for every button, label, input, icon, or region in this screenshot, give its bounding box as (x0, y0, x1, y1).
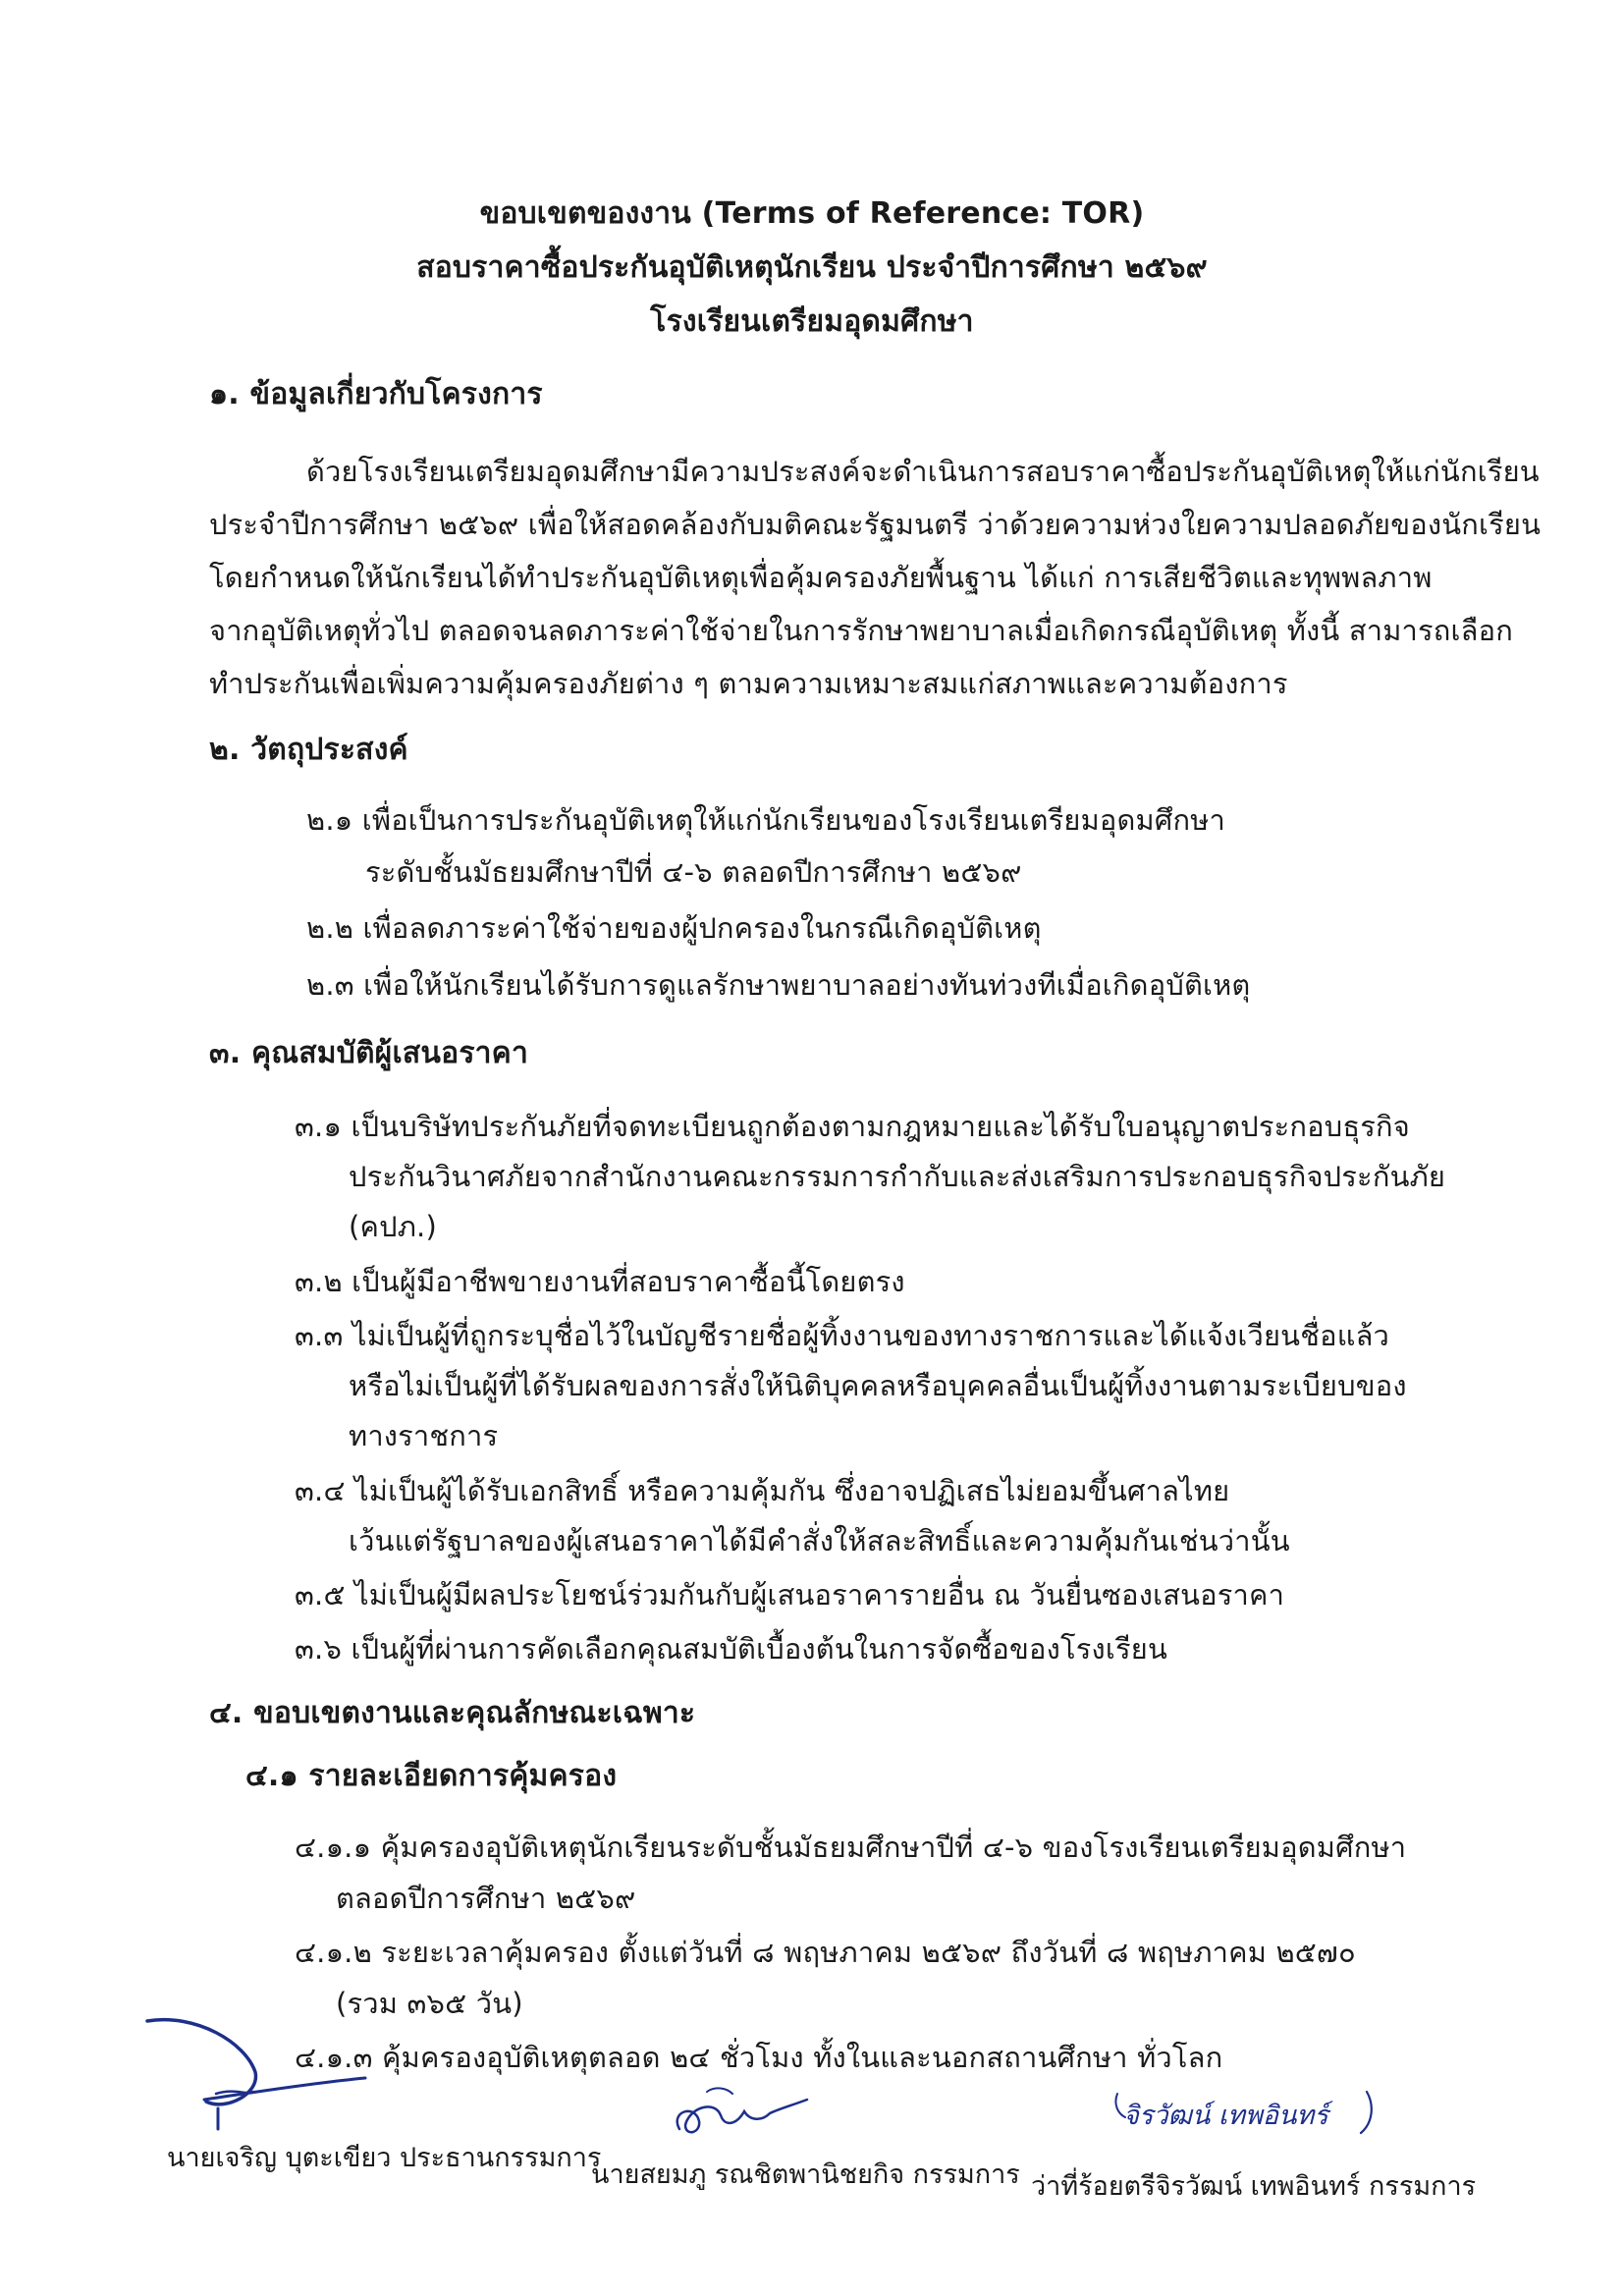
signature-3-handwriting: จิรวัฒน์ เทพอินทร์ (1123, 2101, 1328, 2131)
section-3-line: (คปภ.) (349, 1210, 437, 1243)
section-3-line: ๓.๖ เป็นผู้ที่ผ่านการคัดเลือกคุณสมบัติเบื้องต้นในการจัดซื้อของโรงเรียน (295, 1632, 1167, 1666)
section-1-line: จากอุบัติเหตุทั่วไป ตลอดจนลดภาระค่าใช้จ่ายในการรักษาพยาบาลเมื่อเกิดกรณีอุบัติเหตุ ทั้งนี้ สามารถเลือก (209, 614, 1514, 647)
signature-3-name: ว่าที่ร้อยตรีจิรวัฒน์ เทพอินทร์ กรรมการ (1031, 2171, 1477, 2202)
section-2-item: ระดับชั้นมัธยมศึกษาปีที่ ๔-๖ ตลอดปีการศึกษา ๒๕๖๙ (365, 855, 1022, 889)
section-4-line: ๔.๑.๒ ระยะเวลาคุ้มครอง ตั้งแต่วันที่ ๘ พฤษภาคม ๒๕๖๙ ถึงวันที่ ๘ พฤษภาคม ๒๕๗๐ (295, 1936, 1356, 1969)
section-2-item: ๒.๓ เพื่อให้นักเรียนได้รับการดูแลรักษาพยาบาลอย่างทันท่วงทีเมื่อเกิดอุบัติเหตุ (306, 968, 1251, 1002)
document-title: ขอบเขตของงาน (Terms of Reference: TOR) (479, 196, 1145, 231)
section-1-line: ประจำปีการศึกษา ๒๕๖๙ เพื่อให้สอดคล้องกับมติคณะรัฐมนตรี ว่าด้วยความห่วงใยความปลอดภัยของนักเรียน (209, 508, 1542, 541)
section-4-1-heading: ๔.๑ รายละเอียดการคุ้มครอง (245, 1759, 618, 1793)
signature-1-name: นายเจริญ บุตะเขียว ประธานกรรมการ (167, 2143, 602, 2173)
section-1-heading: ๑. ข้อมูลเกี่ยวกับโครงการ (209, 377, 543, 411)
section-3-line: หรือไม่เป็นผู้ที่ได้รับผลของการสั่งให้นิติบุคคลหรือบุคคลอื่นเป็นผู้ทิ้งงานตามระเบียบของ (349, 1369, 1407, 1402)
signature-2-name: นายสยมภู รณชิตพานิชยกิจ กรรมการ (591, 2159, 1020, 2190)
section-3-line: ทางราชการ (349, 1419, 499, 1452)
section-1-line: ทำประกันเพื่อเพิ่มความคุ้มครองภัยต่าง ๆ ตามความเหมาะสมแก่สภาพและความต้องการ (209, 667, 1288, 700)
section-4-line: (รวม ๓๖๕ วัน) (336, 1987, 523, 2020)
section-3-line: ๓.๓ ไม่เป็นผู้ที่ถูกระบุชื่อไว้ในบัญชีรายชื่อผู้ทิ้งงานของทางราชการและได้แจ้งเวียนชื่อแล้ว (295, 1319, 1390, 1352)
section-2-item: ๒.๑ เพื่อเป็นการประกันอุบัติเหตุให้แก่นักเรียนของโรงเรียนเตรียมอุดมศึกษา (306, 803, 1226, 837)
section-4-line: ๔.๑.๓ คุ้มครองอุบัติเหตุตลอด ๒๔ ชั่วโมง ทั้งในและนอกสถานศึกษา ทั่วโลก (295, 2041, 1223, 2074)
section-1-line: ด้วยโรงเรียนเตรียมอุดมศึกษามีความประสงค์จะดำเนินการสอบราคาซื้อประกันอุบัติเหตุให้แก่นักเรียน (306, 455, 1540, 488)
section-2-item: ๒.๒ เพื่อลดภาระค่าใช้จ่ายของผู้ปกครองในกรณีเกิดอุบัติเหตุ (306, 911, 1042, 945)
section-3-line: ประกันวินาศภัยจากสำนักงานคณะกรรมการกำกับและส่งเสริมการประกอบธุรกิจประกันภัย (349, 1160, 1446, 1193)
school-name: โรงเรียนเตรียมอุดมศึกษา (650, 304, 974, 339)
section-2-heading: ๒. วัตถุประสงค์ (209, 733, 408, 767)
document-subtitle: สอบราคาซื้อประกันอุบัติเหตุนักเรียน ประจำปีการศึกษา ๒๕๖๙ (416, 250, 1208, 285)
section-3-line: ๓.๔ ไม่เป็นผู้ได้รับเอกสิทธิ์ หรือความคุ้มกัน ซึ่งอาจปฏิเสธไม่ยอมขึ้นศาลไทย (295, 1474, 1230, 1507)
section-4-heading: ๔. ขอบเขตงานและคุณลักษณะเฉพาะ (209, 1696, 696, 1730)
section-3-line: เว้นแต่รัฐบาลของผู้เสนอราคาได้มีคำสั่งให้สละสิทธิ์และความคุ้มกันเช่นว่านั้น (349, 1524, 1290, 1558)
section-3-line: ๓.๒ เป็นผู้มีอาชีพขายงานที่สอบราคาซื้อนี้โดยตรง (295, 1265, 905, 1298)
signature-2-drawing (668, 2082, 815, 2151)
signature-1-drawing (137, 2003, 373, 2131)
section-4-line: ๔.๑.๑ คุ้มครองอุบัติเหตุนักเรียนระดับชั้นมัธยมศึกษาปีที่ ๔-๖ ของโรงเรียนเตรียมอุดมศึกษา (295, 1831, 1407, 1864)
section-1-line: โดยกำหนดให้นักเรียนได้ทำประกันอุบัติเหตุเพื่อคุ้มครองภัยพื้นฐาน ได้แก่ การเสียชีวิตและทุพพลภาพ (209, 561, 1433, 594)
section-3-heading: ๓. คุณสมบัติผู้เสนอราคา (209, 1036, 529, 1070)
section-3-line: ๓.๕ ไม่เป็นผู้มีผลประโยชน์ร่วมกันกับผู้เสนอราคารายอื่น ณ วันยื่นซองเสนอราคา (295, 1578, 1285, 1612)
section-3-line: ๓.๑ เป็นบริษัทประกันภัยที่จดทะเบียนถูกต้องตามกฎหมายและได้รับใบอนุญาตประกอบธุรกิจ (295, 1110, 1410, 1143)
signature-3-drawing (1110, 2080, 1384, 2159)
section-4-line: ตลอดปีการศึกษา ๒๕๖๙ (336, 1882, 636, 1915)
